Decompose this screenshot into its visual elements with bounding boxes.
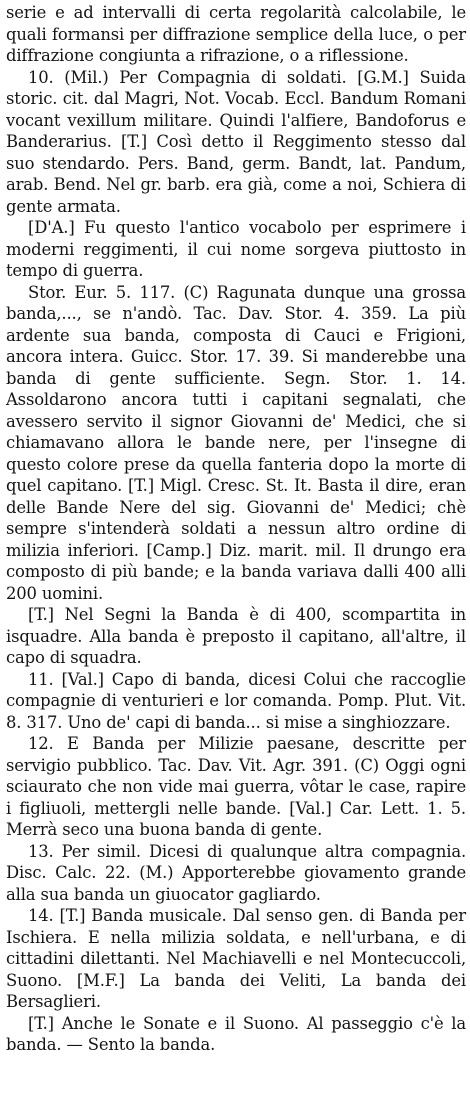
sense-10: 10. (Mil.) Per Compagnia di soldati. [G.M.] Suida storic. cit. dal Magri, Not. Vocab. Eccl. Bandum Romani vocant vexillum militare. Quindi l'alfiere, Bandoforus e Banderarius. [T.] Così detto il Reggimento stesso dal suo stendardo. Pers. Band, germ. Bandt, lat. Pandum, arab. Bend. Nel gr. barb. era già, come a noi, Schiera di gente armata. [6, 67, 466, 216]
sense-13: 13. Per simil. Dicesi di qualunque altra compagnia. Disc. Calc. 22. (M.) Apporterebbe giovamento grande alla sua banda un giuocator gagliardo. [6, 841, 466, 904]
entry-continuation: serie e ad intervalli di certa regolarità calcolabile, le quali formansi per diffrazione semplice della luce, o per diffrazione congiunta a rifrazione, o a riflessione. [6, 3, 466, 65]
sense-12: 12. E Banda per Milizie paesane, descritte per servigio pubblico. Tac. Dav. Vit. Agr. 391. (C) Oggi ogni sciaurato che non vide mai guerra, vôtar le case, rapire i figliuoli, mettergli nelle bande. [Val.] Car. Lett. 1. 5. Merrà seco una buona banda di gente. [6, 734, 466, 839]
sense-10-note: [D'A.] Fu questo l'antico vocabolo per esprimere i moderni reggimenti, il cui nome sorgeva piuttosto in tempo di guerra. [6, 218, 466, 280]
sense-10-segni-note: [T.] Nel Segni la Banda è di 400, scompartita in isquadre. Alla banda è preposto il capitano, all'altre, il capo di squadra. [6, 605, 466, 667]
sense-11: 11. [Val.] Capo di banda, dicesi Colui che raccoglie compagnie di venturieri e lor comanda. Pomp. Plut. Vit. 8. 317. Uno de' capi di banda... si mise a singhiozzare. [6, 669, 466, 732]
sense-14: 14. [T.] Banda musicale. Dal senso gen. di Banda per Ischiera. E nella milizia soldata, e nell'urbana, e di cittadini dilettanti. Nel Machiavelli e nel Montecuccoli, Suono. [M.F.] La banda dei Veliti, La banda dei Bersaglieri. [6, 906, 466, 1011]
sense-14-note: [T.] Anche le Sonate e il Suono. Al passeggio c'è la banda. — Sento la banda. [6, 1013, 466, 1054]
sense-10-citations: Stor. Eur. 5. 117. (C) Ragunata dunque una grossa banda,..., se n'andò. Tac. Dav. Stor. 4. 359. La più ardente sua banda, composta di Cauci e Frigioni, ancora intera. Guicc. Stor. 17. 39. Si manderebbe una banda di gente sufficiente. Segn. Stor. 1. 14. Assoldarono ancora tutti i capitani segnalati, che avessero servito il signor Giovanni de' Medici, che si chiamavano allora le bande nere, per l'insegne di questo colore prese da quella fanteria dopo la morte di quel capitano. [T.] Migl. Cresc. St. It. Basta il dire, eran delle Bande Nere del sig. Giovanni de' Medici; chè sempre s'intenderà soldati a nessun altro ordine di milizia inferiori. [Camp.] Diz. marit. mil. Il drungo era composto di più bande; e la banda variava dalli 400 alli 200 uomini. [6, 282, 466, 603]
